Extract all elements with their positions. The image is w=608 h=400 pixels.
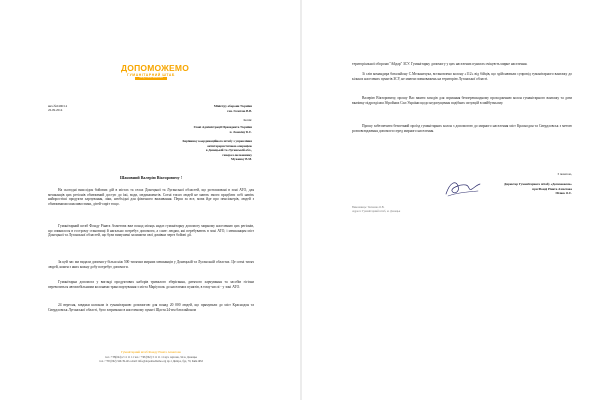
- footer-contacts-1: тел.: +38(044) 2 11 11 11 тел.: +38 (062) 3 11 11 11 вул. Артема, 34 м. Донецьк: [105, 356, 197, 359]
- salutation: Шановний Валерію Вікторовичу !: [120, 175, 182, 180]
- addressee-3-line-2: антитерористичною операцією: [207, 143, 252, 148]
- closing: З повагою,: [557, 172, 572, 176]
- letter-page-2: [302, 0, 608, 400]
- addressee-1-line-1: Міністру оборони України: [213, 104, 252, 108]
- paragraph-6: територіальної оборони "Айдар" ЗСУ. Гуманітарну допомогу у цих населених пунктах очікують мирне населення.: [352, 62, 528, 66]
- paragraph-9: Прошу забезпечити безпечний проїзд гуманітарних колон з допомогою до мирного населення міст Краснодон та Свердловськ з метою розповсюдження допомоги серед мирного населення.: [352, 124, 572, 133]
- footer-contacts-2: тел.: +38 (062) 349-39-40 e-mail: info@dopomozhemo.org пр-т Дніпра, буд. 70, Київ ФМ: [99, 360, 203, 363]
- executor-line-1: Виконавець: Ткаченко О.В.: [352, 206, 385, 209]
- letter-page-1: [0, 0, 300, 400]
- paragraph-5: 24 вересня, завдяки колонам із гуманітарною допомогою для понад 20 000 людей, що прямували до міст Краснодон та Свердловськ Луганської області, було затримано в населеному пункті Щастя 24-им батальйоном: [48, 303, 254, 312]
- paragraph-3: За цей час ми видали допомогу більш ніж 500 тисячам мирних мешканців у Донецькій та Луганській областях. Це сотні тисяч людей, кожен з яких кожну добу потребує допомоги.: [48, 260, 254, 269]
- paragraph-1: На сьогодні внаслідок бойових дій в містах та селах Донецької та Луганської областей, що розташовані в зоні АТО, для мешканців цих регіонів обмежений доступ до їжі, води, медикаментів. Сотні тисяч людей не мають змоги придбати собі навіть найпростіші продукти харчування, ліки, необхідні для фізичного виживання. Перш за все, мова йде про пенсіонерів, людей з обмеженими можливостями, дітей-сиріт тощо.: [48, 188, 254, 206]
- signatory-org: при Фонді Ріната Ахметова: [532, 186, 572, 191]
- paragraph-7: Зі слів командира батальйону С.Мельничука, встановлено колону «112» від бійців, що здійснювали супровід гуманітарного вантажу до кількох населених пунктів ЗСУ, не маючи повноважень на територію Луганської області.: [352, 72, 572, 81]
- footer-org: Гуманітарний штаб Фонду Ріната Ахметова: [121, 350, 181, 354]
- signatory-title: Директор Гуманітарного штабу «Допоможемо»: [504, 182, 572, 186]
- addressee-3-line-3: в Донецькій та Луганській обл.,: [205, 148, 252, 152]
- logo-sub-text: ГУМАНІТАРНИЙ ШТАБ: [127, 73, 175, 77]
- copy-label: Копія:: [243, 118, 252, 122]
- signatory-name: Пілюк О.Є.: [555, 191, 572, 195]
- addressee-3-line-1: Керівнику координаційного штабу з управління: [182, 139, 252, 143]
- logo-tag-text: Фонд Рината Ахметова: [135, 77, 167, 80]
- addressee-3-line-5: Муженку В.М.: [231, 157, 252, 161]
- ref-number: вих.№0496/14: [48, 104, 68, 108]
- addressee-2-line-1: Главі Адміністрації Президента України: [193, 125, 252, 129]
- addressee-2-line-2: п. Ложкіну Б.Є.: [229, 129, 252, 134]
- letter-date: 26.09.2014: [48, 108, 63, 112]
- logo-main-text: ДОПОМОЖЕМО: [121, 63, 190, 73]
- addressee-3-line-4: генерал-полковнику: [222, 152, 252, 157]
- paragraph-2: Гуманітарний штаб Фонду Ріната Ахметова вже понад місяць надає гуманітарну допомогу мирному населенню цих регіонів, що опинилося в гострому становищі й нагально потребує допомоги, а саме: людям, які перебувають в зоні АТО, і мешканцям міст Донецької та Луганської областей, що були вимушені залишити свої домівки через бойові дії.: [48, 224, 254, 238]
- dopomozhemo-logo: [121, 63, 190, 80]
- addressee-1-line-2: ген. Гелетею В.В.: [227, 108, 252, 113]
- paragraph-4: Гуманітарна допомога у вигляді продуктових наборів тривалого зберігання, дитячого харчування та засобів гігієни перевозиться автомобільними колонами транспортування з міста Маріуполь до населених пунктів, в тому числі - у зоні АТО.: [48, 280, 254, 289]
- paragraph-8: Валерію Вікторовичу, прошу Вас вжити заходів для сприяння безперешкодному проходженню колон гуманітарного вантажу та дати вказівку підрозділам Збройних Сил України щодо недопущення подібних ситуацій в майбутньому.: [352, 96, 572, 105]
- executor-line-2: Адреса: Гуманітарний штаб, м. Донецьк: [352, 210, 401, 213]
